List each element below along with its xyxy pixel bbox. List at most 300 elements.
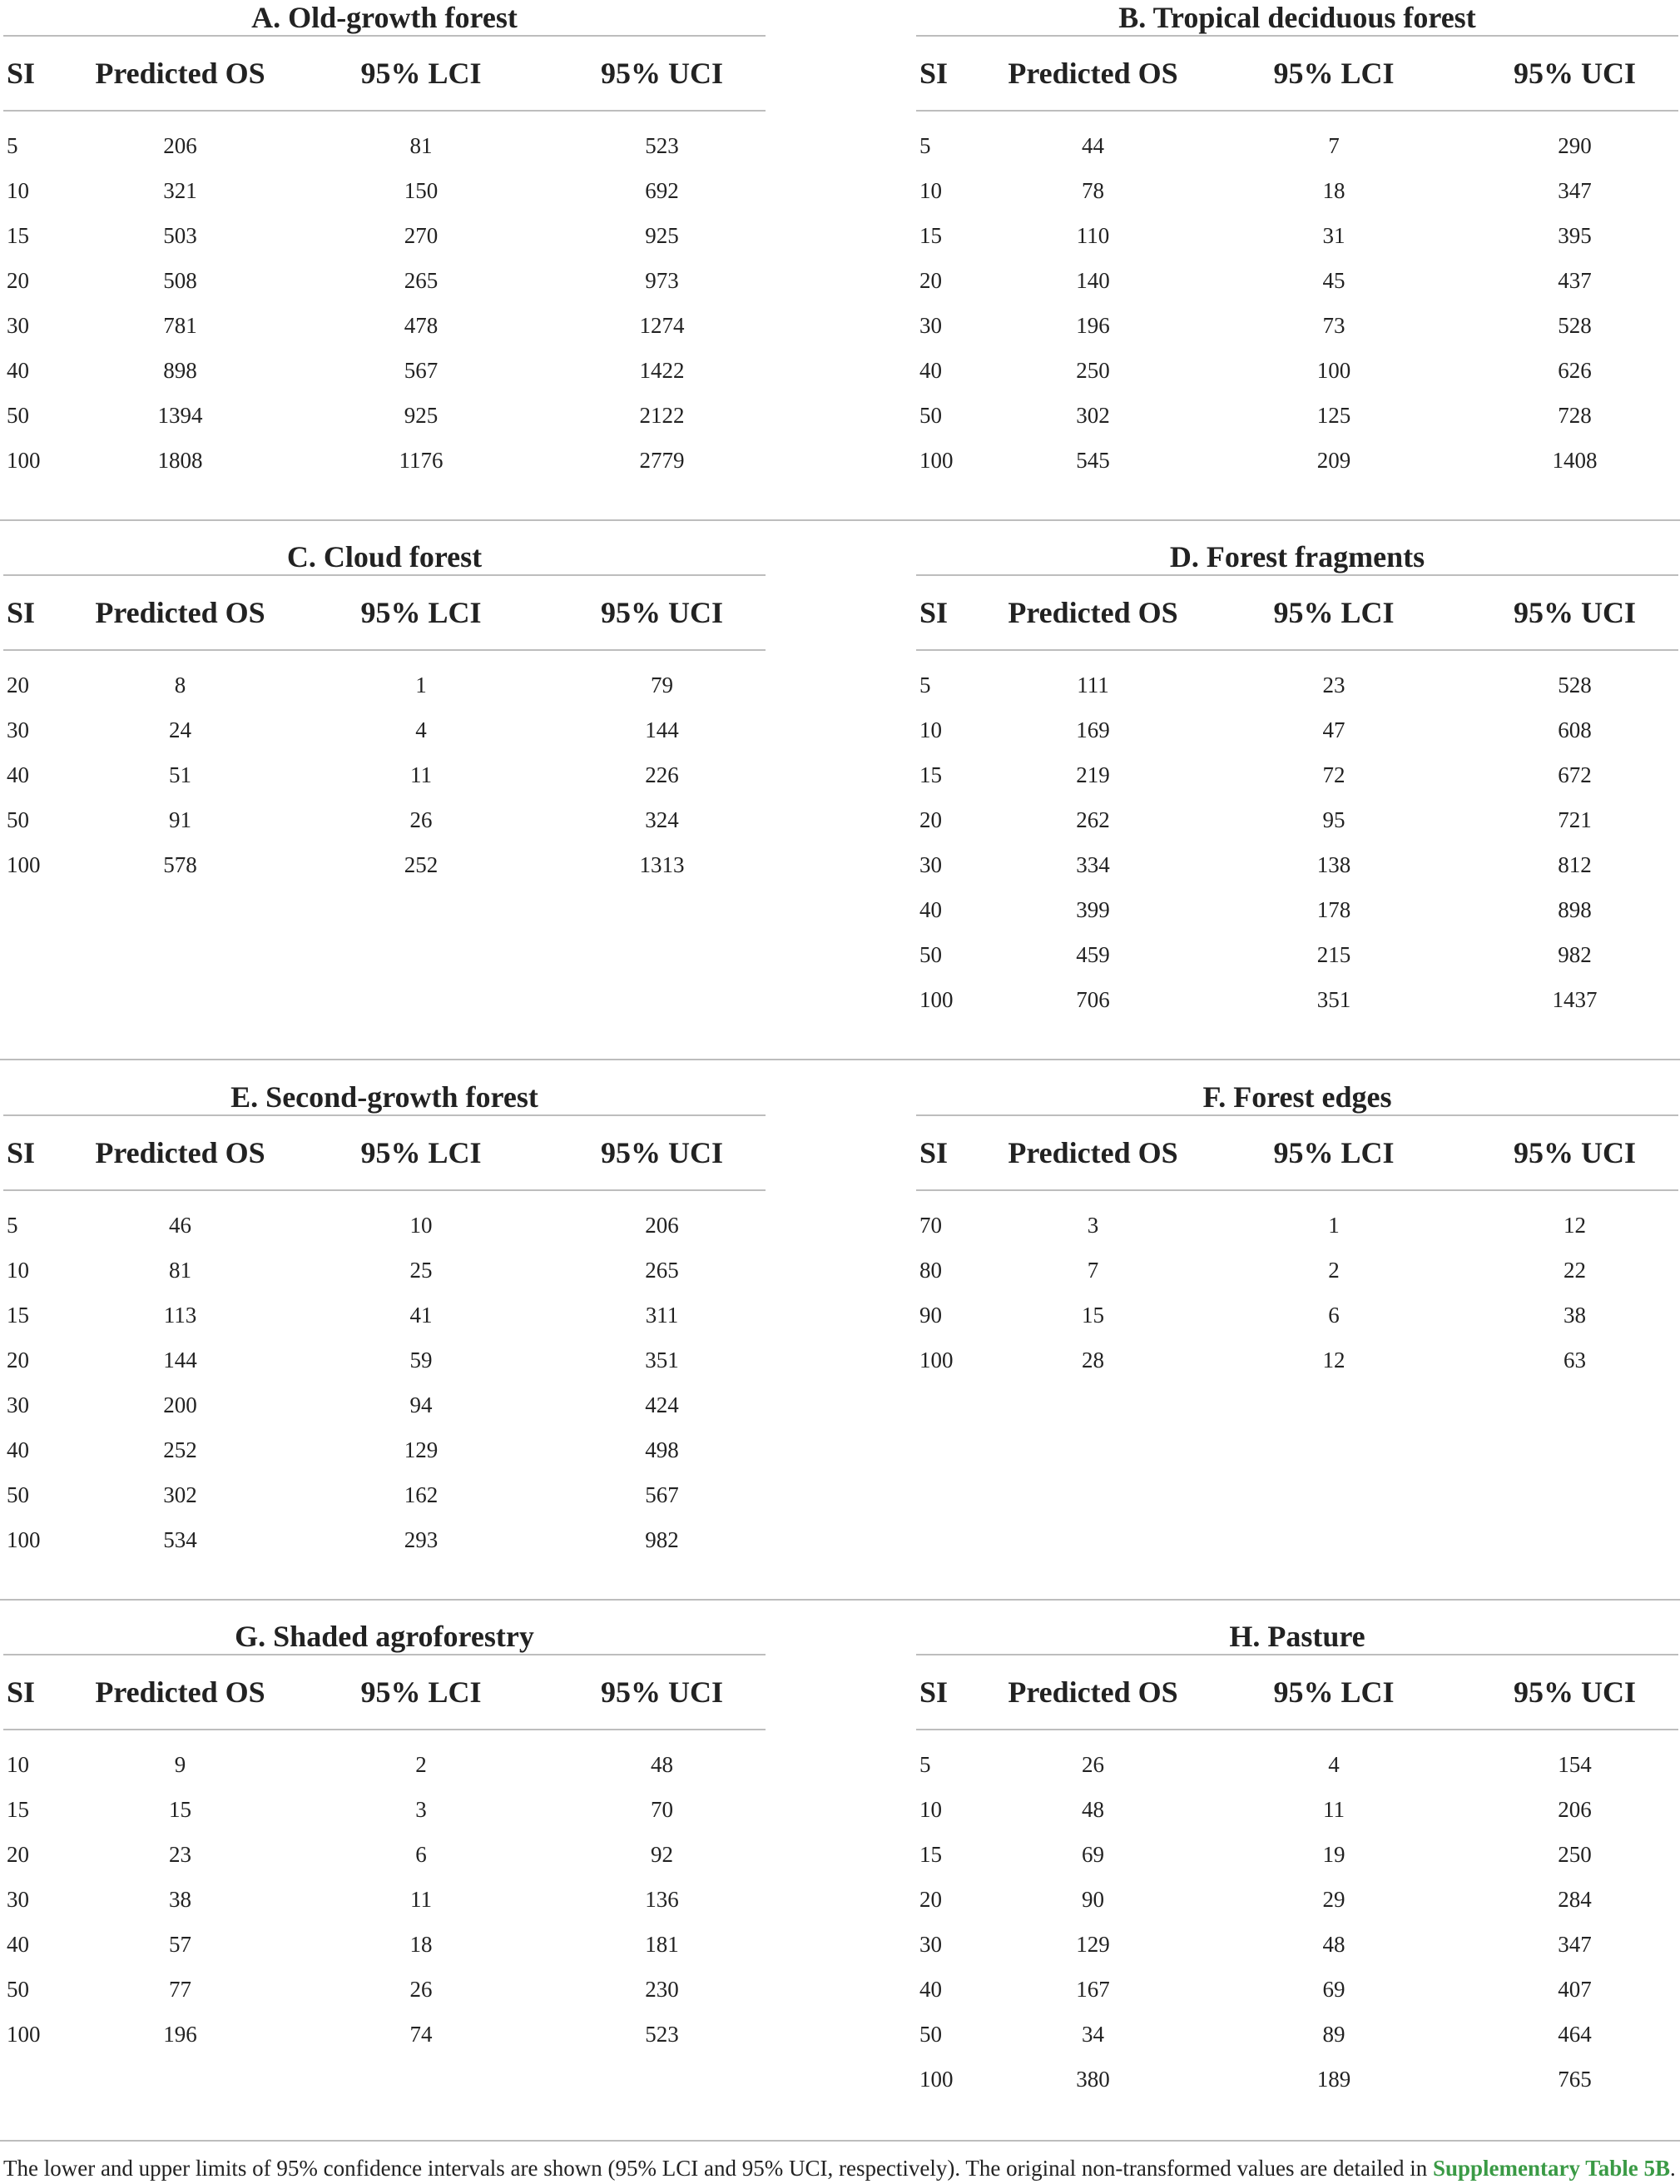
table-cell-predicted-os: 77 (169, 1976, 191, 2002)
table-cell-predicted-os: 23 (169, 1841, 191, 1867)
table-cell-95-uci: 347 (1558, 177, 1592, 203)
table-row (3, 1203, 766, 1248)
table-cell-predicted-os: 334 (1076, 851, 1110, 877)
table-cell-si: 10 (919, 177, 942, 203)
table-cell-si: 50 (7, 1976, 29, 2002)
table-cell-95-uci: 721 (1558, 807, 1592, 832)
column-header-predicted-os: Predicted OS (95, 57, 265, 90)
table-cell-95-uci: 437 (1558, 267, 1592, 293)
table-cell-95-lci: 29 (1322, 1886, 1345, 1912)
table-cell-95-lci: 26 (409, 1976, 433, 2002)
table-cell-predicted-os: 399 (1076, 896, 1110, 922)
table-cell-95-lci: 31 (1322, 222, 1345, 248)
table-cell-95-lci: 18 (409, 1931, 433, 1957)
table-cell-95-lci: 6 (1328, 1302, 1340, 1328)
table-cell-predicted-os: 15 (1082, 1302, 1104, 1328)
table-cell-si: 50 (7, 402, 29, 428)
table-cell-95-uci: 973 (645, 267, 679, 293)
table-cell-predicted-os: 9 (174, 1751, 186, 1777)
table-cell-95-uci: 982 (1558, 941, 1592, 967)
table-cell-95-lci: 18 (1322, 177, 1345, 203)
table-cell-predicted-os: 111 (1077, 672, 1109, 697)
table-cell-predicted-os: 26 (1082, 1751, 1104, 1777)
table-panel-e-second-growth-forest (3, 1080, 766, 1562)
column-header-95-lci: 95% LCI (360, 1136, 482, 1169)
table-cell-95-uci: 63 (1564, 1347, 1586, 1372)
column-header-si: SI (919, 596, 949, 629)
table-cell-95-lci: 41 (409, 1302, 433, 1328)
table-cell-95-uci: 464 (1558, 2021, 1592, 2047)
table-cell-si: 30 (7, 1886, 29, 1912)
table-cell-95-lci: 125 (1316, 402, 1351, 428)
table-cell-95-lci: 89 (1322, 2021, 1345, 2047)
footnote-divider (0, 2140, 1680, 2142)
table-cell-95-lci: 270 (404, 222, 439, 248)
column-header-predicted-os: Predicted OS (95, 1675, 265, 1709)
column-header-95-lci: 95% LCI (360, 596, 482, 629)
table-row (3, 842, 766, 887)
table-cell-si: 5 (7, 132, 18, 158)
table-row (3, 393, 766, 438)
table-cell-95-lci: 6 (415, 1841, 427, 1867)
table-cell-95-uci: 528 (1558, 672, 1592, 697)
table-cell-predicted-os: 69 (1082, 1841, 1104, 1867)
table-cell-95-lci: 2 (415, 1751, 427, 1777)
table-cell-predicted-os: 545 (1076, 447, 1110, 473)
table-cell-95-uci: 395 (1558, 222, 1592, 248)
table-body (3, 1191, 766, 1562)
column-header-95-uci: 95% UCI (600, 1675, 723, 1709)
table-cell-predicted-os: 8 (174, 672, 186, 697)
table-cell-95-lci: 4 (1328, 1751, 1340, 1777)
table-row (3, 1472, 766, 1517)
table-cell-95-lci: 478 (404, 312, 439, 338)
table-cell-si: 50 (919, 941, 942, 967)
column-header-si: SI (7, 1675, 36, 1709)
table-row (916, 393, 1678, 438)
table-cell-si: 20 (7, 1841, 29, 1867)
table-cell-95-lci: 10 (409, 1212, 433, 1238)
table-cell-95-uci: 567 (645, 1482, 679, 1507)
table-cell-si: 30 (919, 1931, 942, 1957)
table-cell-95-uci: 1408 (1552, 447, 1598, 473)
section-divider (0, 1059, 1680, 1060)
table-cell-95-uci: 136 (645, 1886, 679, 1912)
table-row (3, 1787, 766, 1832)
table-cell-predicted-os: 110 (1076, 222, 1110, 248)
table-cell-95-uci: 523 (645, 2021, 679, 2047)
table-panel-f-forest-edges (916, 1080, 1678, 1382)
footnote-text: The lower and upper limits of 95% confidence intervals are shown (95% LCI and 95% UCI, respectively). The original non-transformed values are detailed in (3, 2156, 1433, 2181)
column-header-95-uci: 95% UCI (600, 596, 723, 629)
table-cell-95-lci: 252 (404, 851, 439, 877)
table-panel-h-pasture (916, 1619, 1678, 2102)
table-cell-95-lci: 73 (1322, 312, 1345, 338)
table-cell-95-uci: 898 (1558, 896, 1592, 922)
table-row (3, 1967, 766, 2012)
table-row (3, 123, 766, 168)
table-cell-predicted-os: 578 (163, 851, 197, 877)
table-cell-predicted-os: 3 (1087, 1212, 1099, 1238)
table-cell-predicted-os: 24 (169, 717, 191, 742)
table-cell-predicted-os: 206 (163, 132, 197, 158)
table-cell-95-lci: 11 (1323, 1796, 1345, 1822)
table-row (916, 977, 1678, 1022)
table-cell-si: 70 (919, 1212, 942, 1238)
table-row (916, 1293, 1678, 1338)
table-row (3, 1293, 766, 1338)
table-cell-si: 10 (7, 1257, 29, 1283)
table-cell-si: 100 (7, 447, 41, 473)
table-header-row (3, 37, 766, 110)
table-cell-si: 30 (7, 717, 29, 742)
column-header-si: SI (7, 596, 36, 629)
table-cell-si: 40 (7, 762, 29, 787)
table-row (3, 2012, 766, 2057)
table-row (3, 1832, 766, 1877)
table-cell-95-lci: 25 (409, 1257, 433, 1283)
table-body (3, 112, 766, 483)
section-divider (0, 519, 1680, 521)
panel-title: E. Second-growth forest (230, 1080, 538, 1114)
table-cell-si: 5 (919, 1751, 931, 1777)
column-header-95-uci: 95% UCI (1513, 1675, 1636, 1709)
table-row (916, 348, 1678, 393)
table-cell-predicted-os: 90 (1082, 1886, 1104, 1912)
panel-title: G. Shaded agroforestry (235, 1620, 534, 1653)
table-header-row (3, 1116, 766, 1189)
table-cell-95-uci: 692 (645, 177, 679, 203)
table-cell-95-uci: 765 (1558, 2066, 1592, 2092)
column-header-95-lci: 95% LCI (1273, 57, 1395, 90)
table-cell-si: 30 (919, 851, 942, 877)
table-cell-95-uci: 407 (1558, 1976, 1592, 2002)
column-header-95-uci: 95% UCI (1513, 596, 1636, 629)
table-row (3, 663, 766, 707)
table-cell-si: 40 (7, 357, 29, 383)
table-cell-si: 20 (7, 267, 29, 293)
table-header-row (916, 576, 1678, 649)
table-panel-a-old-growth-forest (3, 0, 766, 483)
table-cell-predicted-os: 534 (163, 1526, 197, 1552)
table-cell-95-uci: 812 (1558, 851, 1592, 877)
column-header-95-uci: 95% UCI (1513, 57, 1636, 90)
table-cell-si: 40 (7, 1437, 29, 1462)
table-cell-95-lci: 2 (1328, 1257, 1340, 1283)
table-cell-predicted-os: 252 (163, 1437, 197, 1462)
table-row (3, 1742, 766, 1787)
table-footnote (3, 2154, 1676, 2182)
table-row (916, 752, 1678, 797)
table-row (916, 1203, 1678, 1248)
table-row (3, 707, 766, 752)
column-header-predicted-os: Predicted OS (1008, 1675, 1178, 1709)
column-header-si: SI (919, 57, 949, 90)
table-cell-predicted-os: 459 (1076, 941, 1110, 967)
column-header-95-lci: 95% LCI (1273, 1675, 1395, 1709)
table-cell-si: 15 (919, 1841, 942, 1867)
table-cell-predicted-os: 129 (1076, 1931, 1110, 1957)
table-cell-95-lci: 100 (1316, 357, 1351, 383)
table-cell-si: 50 (919, 2021, 942, 2047)
table-cell-95-uci: 12 (1564, 1212, 1586, 1238)
table-row (916, 797, 1678, 842)
table-cell-95-lci: 23 (1322, 672, 1345, 697)
table-cell-95-lci: 265 (404, 267, 439, 293)
table-cell-predicted-os: 196 (1076, 312, 1110, 338)
table-cell-95-uci: 925 (645, 222, 679, 248)
table-cell-95-lci: 45 (1322, 267, 1345, 293)
table-row (916, 1922, 1678, 1967)
table-cell-predicted-os: 144 (163, 1347, 197, 1372)
table-cell-95-lci: 209 (1316, 447, 1351, 473)
table-cell-predicted-os: 48 (1082, 1796, 1104, 1822)
table-cell-si: 40 (919, 896, 942, 922)
table-cell-95-lci: 1 (1328, 1212, 1340, 1238)
table-cell-si: 15 (7, 1796, 29, 1822)
table-cell-predicted-os: 38 (169, 1886, 191, 1912)
table-cell-predicted-os: 200 (163, 1392, 197, 1417)
table-row (916, 842, 1678, 887)
table-cell-95-uci: 144 (645, 717, 679, 742)
table-cell-si: 30 (7, 312, 29, 338)
table-cell-95-lci: 69 (1322, 1976, 1345, 2002)
table-row (916, 1248, 1678, 1293)
table-cell-95-lci: 59 (409, 1347, 433, 1372)
table-cell-95-uci: 265 (645, 1257, 679, 1283)
table-cell-predicted-os: 898 (163, 357, 197, 383)
table-row (3, 438, 766, 483)
column-header-si: SI (919, 1675, 949, 1709)
table-row (3, 797, 766, 842)
table-cell-95-uci: 1422 (639, 357, 685, 383)
table-cell-si: 5 (919, 672, 931, 697)
table-row (3, 1517, 766, 1562)
table-cell-si: 100 (7, 1526, 41, 1552)
table-cell-si: 40 (7, 1931, 29, 1957)
table-cell-si: 80 (919, 1257, 942, 1283)
table-cell-95-uci: 38 (1564, 1302, 1586, 1328)
table-cell-95-lci: 11 (410, 1886, 432, 1912)
table-cell-95-uci: 79 (651, 672, 673, 697)
table-panel-c-cloud-forest (3, 539, 766, 887)
table-cell-95-uci: 982 (645, 1526, 679, 1552)
table-row (916, 213, 1678, 258)
table-row (916, 1877, 1678, 1922)
table-cell-predicted-os: 28 (1082, 1347, 1104, 1372)
table-cell-95-uci: 347 (1558, 1931, 1592, 1957)
table-body (916, 1191, 1678, 1382)
table-cell-95-lci: 48 (1322, 1931, 1345, 1957)
table-cell-si: 15 (7, 222, 29, 248)
table-row (3, 1922, 766, 1967)
table-cell-95-lci: 72 (1322, 762, 1345, 787)
table-cell-95-lci: 4 (415, 717, 427, 742)
panel-title: D. Forest fragments (1169, 540, 1425, 573)
table-cell-predicted-os: 380 (1076, 2066, 1110, 2092)
table-cell-predicted-os: 508 (163, 267, 197, 293)
table-cell-si: 100 (919, 1347, 954, 1372)
table-cell-95-lci: 11 (410, 762, 432, 787)
table-cell-predicted-os: 169 (1076, 717, 1110, 742)
table-cell-95-uci: 523 (645, 132, 679, 158)
table-cell-95-uci: 92 (651, 1841, 673, 1867)
table-cell-95-lci: 138 (1316, 851, 1351, 877)
table-cell-si: 50 (7, 1482, 29, 1507)
column-header-95-lci: 95% LCI (360, 1675, 482, 1709)
table-row (3, 258, 766, 303)
column-header-predicted-os: Predicted OS (95, 1136, 265, 1169)
table-cell-95-lci: 26 (409, 807, 433, 832)
table-cell-95-uci: 626 (1558, 357, 1592, 383)
table-panel-g-shaded-agroforestry (3, 1619, 766, 2057)
table-cell-predicted-os: 46 (169, 1212, 191, 1238)
table-row (916, 168, 1678, 213)
table-cell-95-lci: 12 (1322, 1347, 1345, 1372)
table-cell-predicted-os: 302 (163, 1482, 197, 1507)
table-cell-predicted-os: 321 (163, 177, 197, 203)
column-header-predicted-os: Predicted OS (1008, 1136, 1178, 1169)
table-cell-95-uci: 48 (651, 1751, 673, 1777)
table-row (3, 348, 766, 393)
table-cell-predicted-os: 1808 (157, 447, 203, 473)
table-cell-95-uci: 2779 (639, 447, 685, 473)
column-header-si: SI (7, 1136, 36, 1169)
table-cell-95-uci: 2122 (639, 402, 685, 428)
table-cell-95-lci: 189 (1316, 2066, 1351, 2092)
table-row (916, 663, 1678, 707)
table-cell-95-lci: 567 (404, 357, 439, 383)
table-cell-95-lci: 3 (415, 1796, 427, 1822)
table-cell-predicted-os: 81 (169, 1257, 191, 1283)
table-row (3, 1382, 766, 1427)
table-cell-95-uci: 181 (645, 1931, 679, 1957)
table-cell-si: 20 (919, 267, 942, 293)
panel-title: H. Pasture (1229, 1620, 1365, 1653)
table-cell-95-lci: 178 (1316, 896, 1351, 922)
table-cell-95-lci: 81 (409, 132, 433, 158)
table-cell-predicted-os: 503 (163, 222, 197, 248)
table-row (916, 438, 1678, 483)
table-cell-95-uci: 311 (645, 1302, 679, 1328)
table-cell-si: 5 (7, 1212, 18, 1238)
table-row (916, 2012, 1678, 2057)
column-header-95-lci: 95% LCI (360, 57, 482, 90)
table-row (3, 303, 766, 348)
table-cell-predicted-os: 78 (1082, 177, 1104, 203)
table-cell-predicted-os: 113 (163, 1302, 197, 1328)
table-cell-si: 5 (919, 132, 931, 158)
table-body (916, 112, 1678, 483)
table-cell-predicted-os: 250 (1076, 357, 1110, 383)
table-header-row (3, 1655, 766, 1729)
table-cell-95-uci: 498 (645, 1437, 679, 1462)
table-header-row (916, 1655, 1678, 1729)
table-row (3, 1248, 766, 1293)
table-row (916, 123, 1678, 168)
table-cell-95-uci: 424 (645, 1392, 679, 1417)
table-cell-si: 100 (919, 986, 954, 1012)
table-row (916, 1967, 1678, 2012)
column-header-95-uci: 95% UCI (600, 57, 723, 90)
table-cell-si: 15 (919, 762, 942, 787)
table-cell-predicted-os: 706 (1076, 986, 1110, 1012)
table-cell-predicted-os: 91 (169, 807, 191, 832)
table-cell-si: 15 (919, 222, 942, 248)
table-cell-95-uci: 1437 (1552, 986, 1598, 1012)
table-cell-95-lci: 74 (409, 2021, 433, 2047)
table-cell-95-uci: 250 (1558, 1841, 1592, 1867)
table-cell-si: 40 (919, 357, 942, 383)
table-row (3, 1427, 766, 1472)
table-cell-si: 10 (7, 177, 29, 203)
footnote-end: . (1670, 2156, 1676, 2181)
table-row (3, 168, 766, 213)
table-cell-95-uci: 528 (1558, 312, 1592, 338)
table-cell-95-lci: 150 (404, 177, 439, 203)
table-cell-si: 90 (919, 1302, 942, 1328)
table-body (3, 1730, 766, 2057)
supplementary-table-link[interactable]: Supplementary Table 5B (1432, 2156, 1671, 2181)
table-cell-95-uci: 351 (645, 1347, 679, 1372)
table-panel-b-tropical-deciduous-forest (916, 0, 1678, 483)
column-header-predicted-os: Predicted OS (1008, 596, 1178, 629)
table-row (916, 1338, 1678, 1382)
table-row (916, 707, 1678, 752)
table-cell-95-uci: 206 (645, 1212, 679, 1238)
table-cell-95-uci: 226 (645, 762, 679, 787)
table-cell-predicted-os: 262 (1076, 807, 1110, 832)
table-cell-95-uci: 1274 (639, 312, 685, 338)
table-cell-95-lci: 129 (404, 1437, 439, 1462)
table-cell-95-uci: 154 (1558, 1751, 1592, 1777)
panel-title: B. Tropical deciduous forest (1118, 1, 1476, 34)
table-row (916, 1742, 1678, 1787)
table-row (916, 887, 1678, 932)
table-cell-95-uci: 230 (645, 1976, 679, 2002)
table-cell-si: 20 (7, 1347, 29, 1372)
table-cell-si: 100 (7, 2021, 41, 2047)
table-cell-95-lci: 293 (404, 1526, 439, 1552)
table-row (916, 303, 1678, 348)
table-row (3, 1877, 766, 1922)
table-cell-si: 100 (7, 851, 41, 877)
table-row (916, 932, 1678, 977)
table-cell-predicted-os: 302 (1076, 402, 1110, 428)
table-cell-si: 10 (919, 717, 942, 742)
table-cell-95-uci: 284 (1558, 1886, 1592, 1912)
table-cell-si: 100 (919, 2066, 954, 2092)
table-row (916, 1787, 1678, 1832)
table-cell-si: 40 (919, 1976, 942, 2002)
table-cell-predicted-os: 51 (169, 762, 191, 787)
panel-title: C. Cloud forest (286, 540, 483, 573)
table-cell-95-uci: 290 (1558, 132, 1592, 158)
table-cell-si: 50 (7, 807, 29, 832)
table-cell-predicted-os: 140 (1076, 267, 1110, 293)
table-cell-95-uci: 206 (1558, 1796, 1592, 1822)
table-cell-predicted-os: 167 (1076, 1976, 1110, 2002)
table-cell-95-lci: 19 (1322, 1841, 1345, 1867)
table-cell-95-lci: 351 (1316, 986, 1351, 1012)
table-cell-si: 30 (7, 1392, 29, 1417)
table-cell-predicted-os: 57 (169, 1931, 191, 1957)
table-row (3, 752, 766, 797)
table-header-row (3, 576, 766, 649)
table-panel-d-forest-fragments (916, 539, 1678, 1022)
table-cell-95-uci: 324 (645, 807, 679, 832)
table-cell-si: 20 (919, 1886, 942, 1912)
